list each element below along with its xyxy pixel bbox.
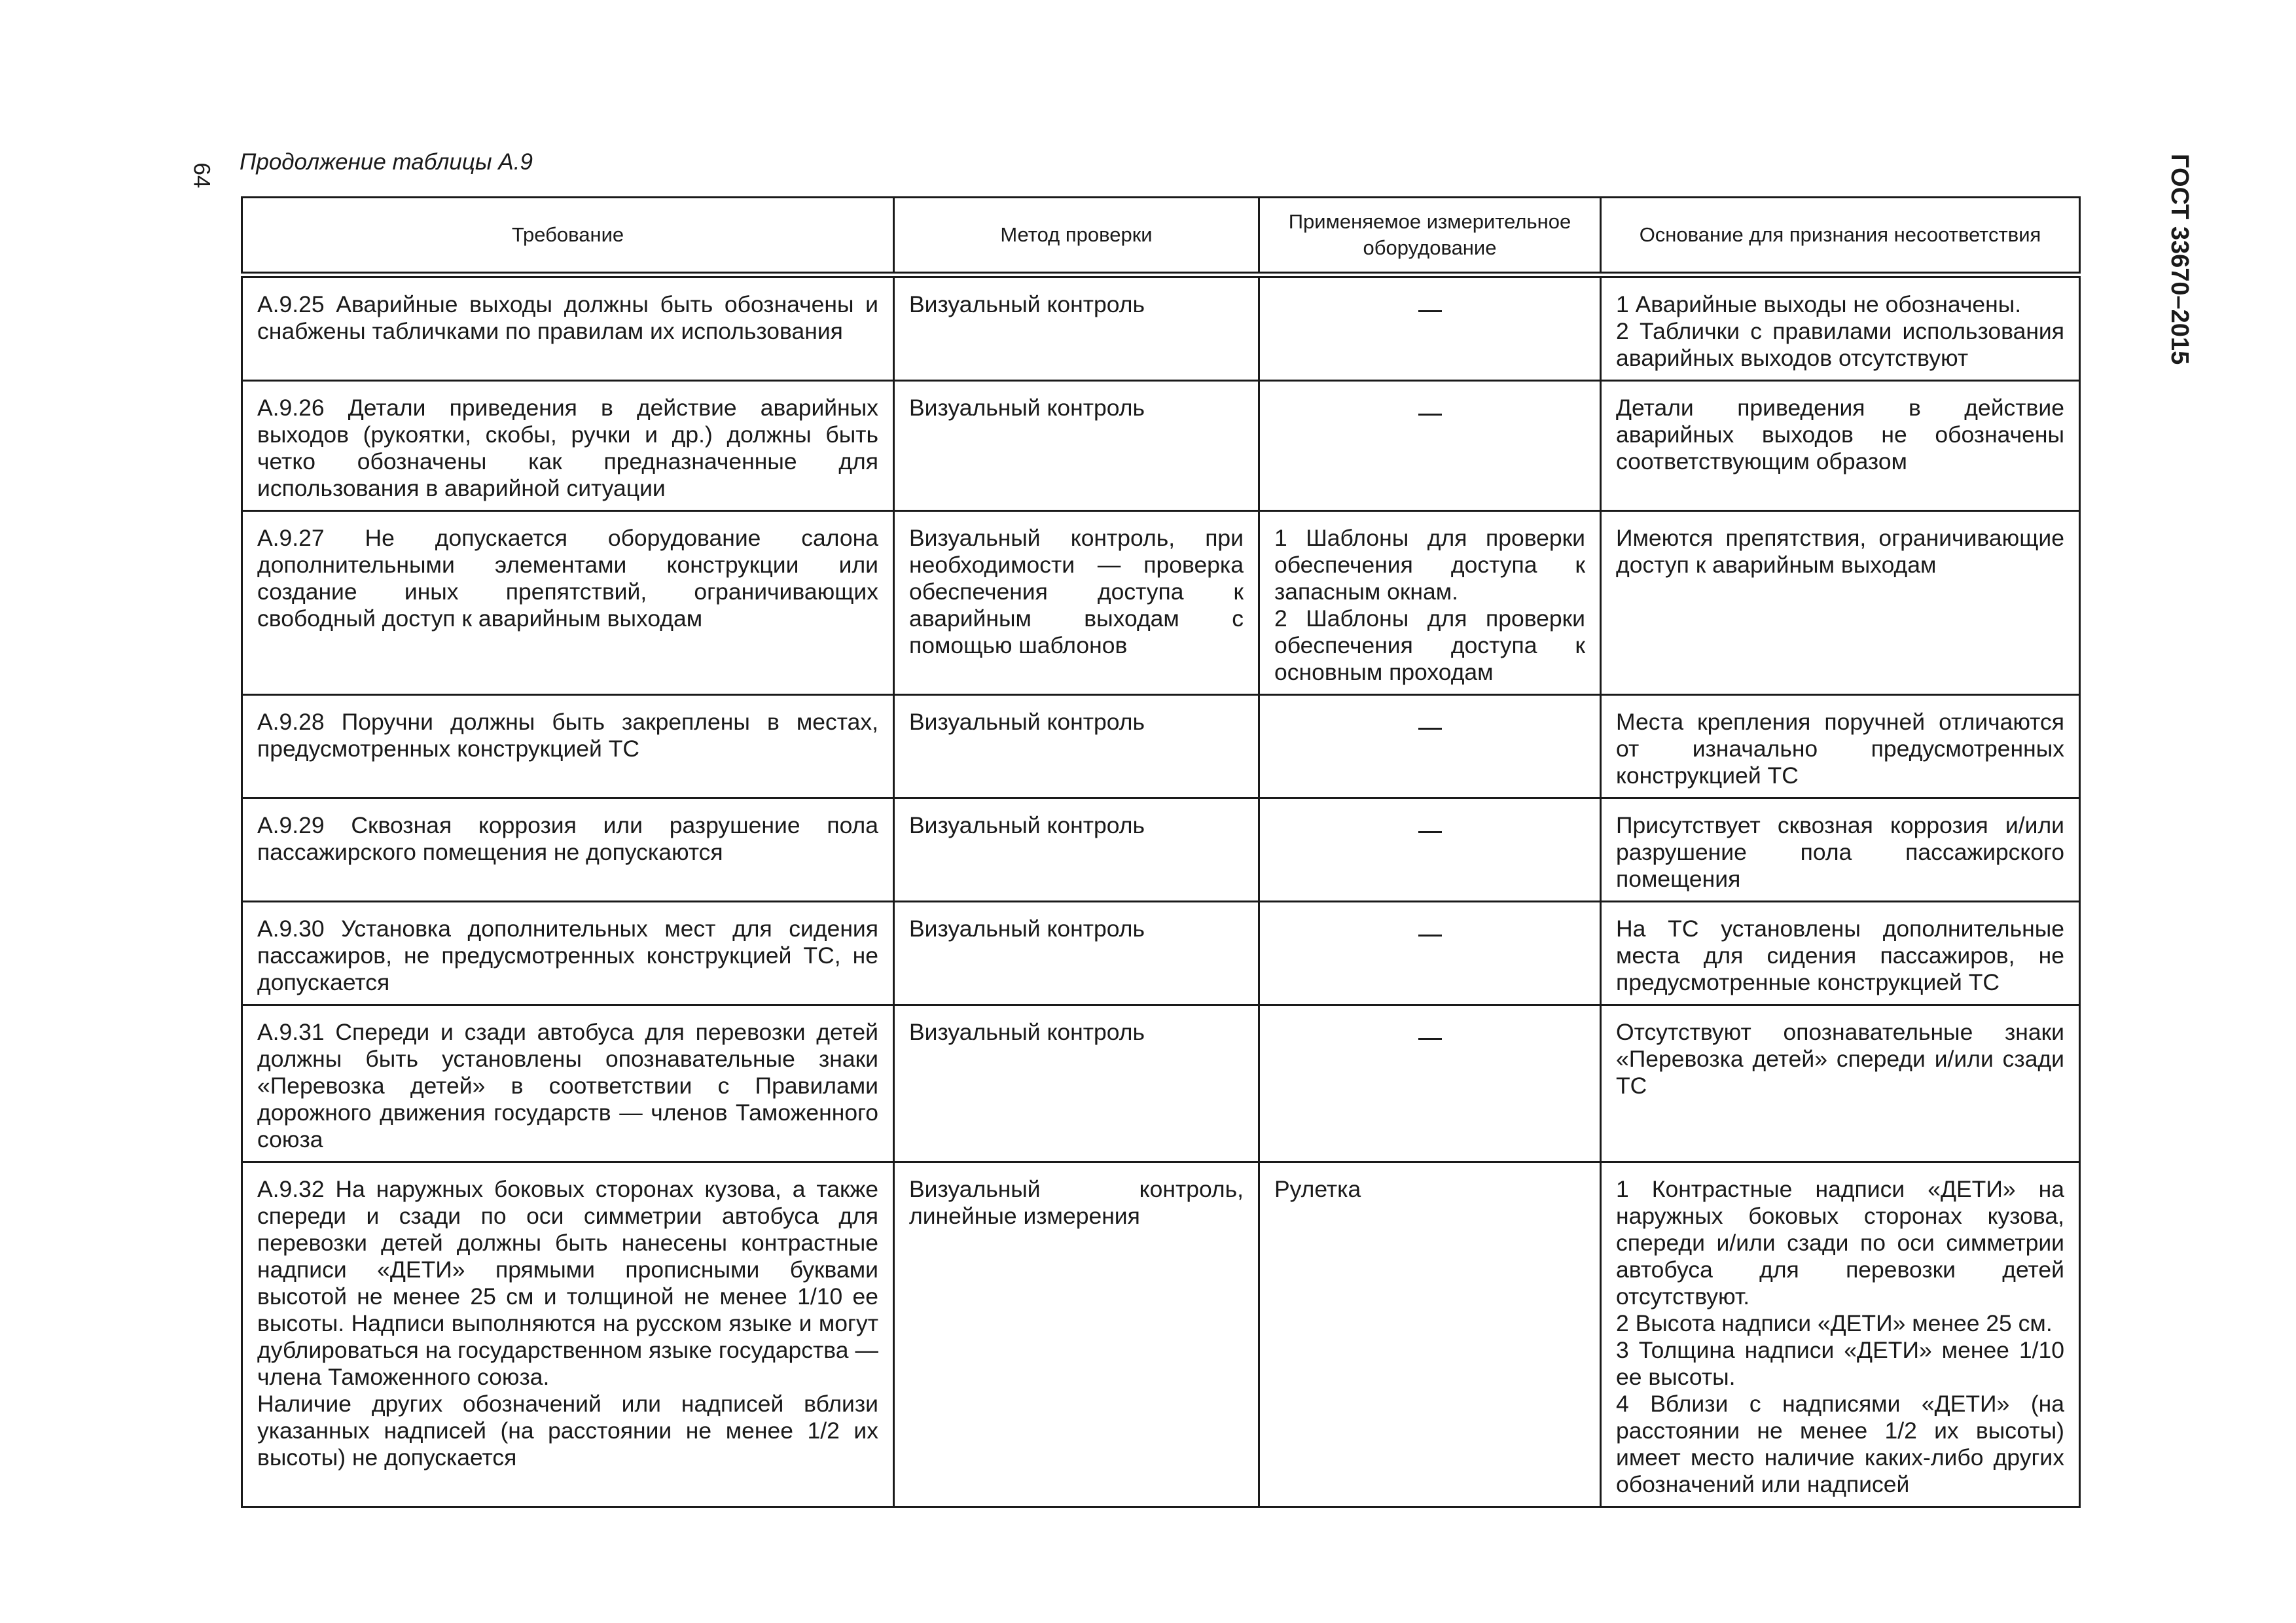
table-header-row — [242, 198, 2080, 276]
table-row — [242, 902, 2080, 1005]
cell-requirement-text: А.9.29 Сквозная коррозия или разрушение пола пассажирского помещения не допускаются — [257, 812, 878, 865]
cell-method-text: Визуальный контроль, линейные измерения — [909, 1176, 1244, 1229]
cell-method-text: Визуальный контроль — [909, 812, 1145, 838]
cell-basis — [1601, 381, 2080, 511]
header-equipment: Применяемое измерительное оборудование — [1259, 198, 1601, 276]
table-row — [242, 1162, 2080, 1507]
em-dash-mark — [1418, 1038, 1442, 1040]
cell-method — [894, 275, 1259, 381]
cell-equipment-text: Рулетка — [1274, 1176, 1361, 1202]
cell-basis — [1601, 1005, 2080, 1162]
cell-requirement — [242, 275, 894, 381]
cell-method — [894, 511, 1259, 695]
cell-method-text: Визуальный контроль, при необходимости — проверка обеспечения доступа к аварийным выходам с помощью шаблонов — [909, 525, 1244, 658]
cell-basis — [1601, 1162, 2080, 1507]
cell-basis-text: 2 Высота надписи «ДЕТИ» менее 25 см. — [1616, 1310, 2053, 1336]
cell-method-text: Визуальный контроль — [909, 709, 1145, 735]
cell-basis-text: Присутствует сквозная коррозия и/или разрушение пола пассажирского помещения — [1616, 812, 2064, 892]
table-body — [242, 275, 2080, 1507]
table-row — [242, 798, 2080, 902]
cell-requirement — [242, 511, 894, 695]
cell-method-text: Визуальный контроль — [909, 395, 1145, 421]
cell-requirement-text: А.9.31 Спереди и сзади автобуса для перевозки детей должны быть установлены опознавательные знаки «Перевозка детей» в соответствии с Правилами дорожного движения государств — членов Таможенного союза — [257, 1019, 878, 1152]
cell-basis-text: Детали приведения в действие аварийных выходов не обозначены соответствующим образом — [1616, 395, 2064, 474]
em-dash-mark — [1418, 414, 1442, 416]
cell-basis-text: Места крепления поручней отличаются от изначально предусмотренных конструкцией ТС — [1616, 709, 2064, 789]
requirements-table — [241, 196, 2081, 1508]
cell-requirement-text: А.9.30 Установка дополнительных мест для сидения пассажиров, не предусмотренных конструкцией ТС, не допускается — [257, 916, 878, 995]
table-row — [242, 381, 2080, 511]
page-number: 64 — [188, 162, 215, 188]
cell-basis-text: Отсутствуют опознавательные знаки «Перевозка детей» спереди и/или сзади ТС — [1616, 1019, 2064, 1099]
cell-method — [894, 695, 1259, 798]
cell-requirement — [242, 1005, 894, 1162]
cell-basis — [1601, 798, 2080, 902]
cell-basis — [1601, 275, 2080, 381]
em-dash-mark — [1418, 728, 1442, 730]
cell-requirement — [242, 902, 894, 1005]
cell-equipment — [1259, 902, 1601, 1005]
cell-requirement-text: А.9.32 На наружных боковых сторонах кузова, а также спереди и сзади по оси симметрии автобуса для перевозки детей должны быть нанесены контрастные надписи «ДЕТИ» прямыми прописными буквами высотой не менее 25 см и толщиной не менее 1/10 ее высоты. Надписи выполняются на русском языке и могут дублироваться на государственном языке государства — члена Таможенного союза. — [257, 1176, 878, 1390]
cell-requirement-text: Наличие других обозначений или надписей вблизи указанных надписей (на расстоянии не менее 1/2 их высоты) не допускается — [257, 1391, 878, 1471]
cell-basis-text: 3 Толщина надписи «ДЕТИ» менее 1/10 ее высоты. — [1616, 1337, 2064, 1390]
cell-method-text: Визуальный контроль — [909, 916, 1145, 942]
header-basis: Основание для признания несоответствия — [1601, 198, 2080, 276]
cell-basis-text: На ТС установлены дополнительные места для сидения пассажиров, не предусмотренные конструкцией ТС — [1616, 916, 2064, 995]
cell-method — [894, 902, 1259, 1005]
cell-equipment-text: 1 Шаблоны для проверки обеспечения доступа к запасным окнам. — [1274, 525, 1585, 605]
cell-method-text: Визуальный контроль — [909, 291, 1145, 317]
cell-requirement-text: А.9.28 Поручни должны быть закреплены в местах, предусмотренных конструкцией ТС — [257, 709, 878, 762]
cell-basis — [1601, 511, 2080, 695]
cell-requirement — [242, 1162, 894, 1507]
cell-basis-text: Имеются препятствия, ограничивающие доступ к аварийным выходам — [1616, 525, 2064, 578]
cell-method — [894, 1162, 1259, 1507]
cell-basis — [1601, 695, 2080, 798]
cell-requirement — [242, 695, 894, 798]
cell-basis — [1601, 902, 2080, 1005]
cell-requirement — [242, 381, 894, 511]
cell-equipment — [1259, 1005, 1601, 1162]
cell-basis-text: 1 Аварийные выходы не обозначены. — [1616, 291, 2022, 317]
cell-requirement-text: А.9.27 Не допускается оборудование салона дополнительными элементами конструкции или создание иных препятствий, ограничивающих свободный доступ к аварийным выходам — [257, 525, 878, 632]
header-requirement: Требование — [242, 198, 894, 276]
document-code-text: ГОСТ 33670–2015 — [2166, 154, 2193, 365]
cell-equipment — [1259, 1162, 1601, 1507]
em-dash-mark — [1418, 935, 1442, 936]
cell-method-text: Визуальный контроль — [909, 1019, 1145, 1045]
cell-equipment — [1259, 798, 1601, 902]
cell-equipment — [1259, 381, 1601, 511]
cell-requirement-text: А.9.26 Детали приведения в действие аварийных выходов (рукоятки, скобы, ручки и др.) должны быть четко обозначены как предназначенные для использования в аварийной ситуации — [257, 395, 878, 501]
document-code — [2135, 154, 2193, 389]
cell-basis-text: 4 Вблизи с надписями «ДЕТИ» (на расстоянии не менее 1/2 их высоты) имеет место наличие каких-либо других обозначений или надписей — [1616, 1391, 2064, 1497]
table-row — [242, 1005, 2080, 1162]
header-method: Метод проверки — [894, 198, 1259, 276]
table-row — [242, 511, 2080, 695]
table-row — [242, 695, 2080, 798]
em-dash-mark — [1418, 831, 1442, 833]
cell-method — [894, 1005, 1259, 1162]
table-continuation-caption: Продолжение таблицы А.9 — [240, 149, 533, 175]
cell-requirement — [242, 798, 894, 902]
cell-basis-text: 1 Контрастные надписи «ДЕТИ» на наружных боковых сторонах кузова, спереди и/или сзади по оси симметрии автобуса для перевозки детей отсутствуют. — [1616, 1176, 2064, 1310]
cell-equipment — [1259, 275, 1601, 381]
cell-method — [894, 798, 1259, 902]
cell-requirement-text: А.9.25 Аварийные выходы должны быть обозначены и снабжены табличками по правилам их использования — [257, 291, 878, 344]
cell-method — [894, 381, 1259, 511]
cell-equipment — [1259, 695, 1601, 798]
cell-equipment — [1259, 511, 1601, 695]
table-row — [242, 275, 2080, 381]
cell-equipment-text: 2 Шаблоны для проверки обеспечения доступа к основным проходам — [1274, 605, 1585, 685]
cell-basis-text: 2 Таблички с правилами использования аварийных выходов отсутствуют — [1616, 318, 2064, 371]
em-dash-mark — [1418, 310, 1442, 312]
